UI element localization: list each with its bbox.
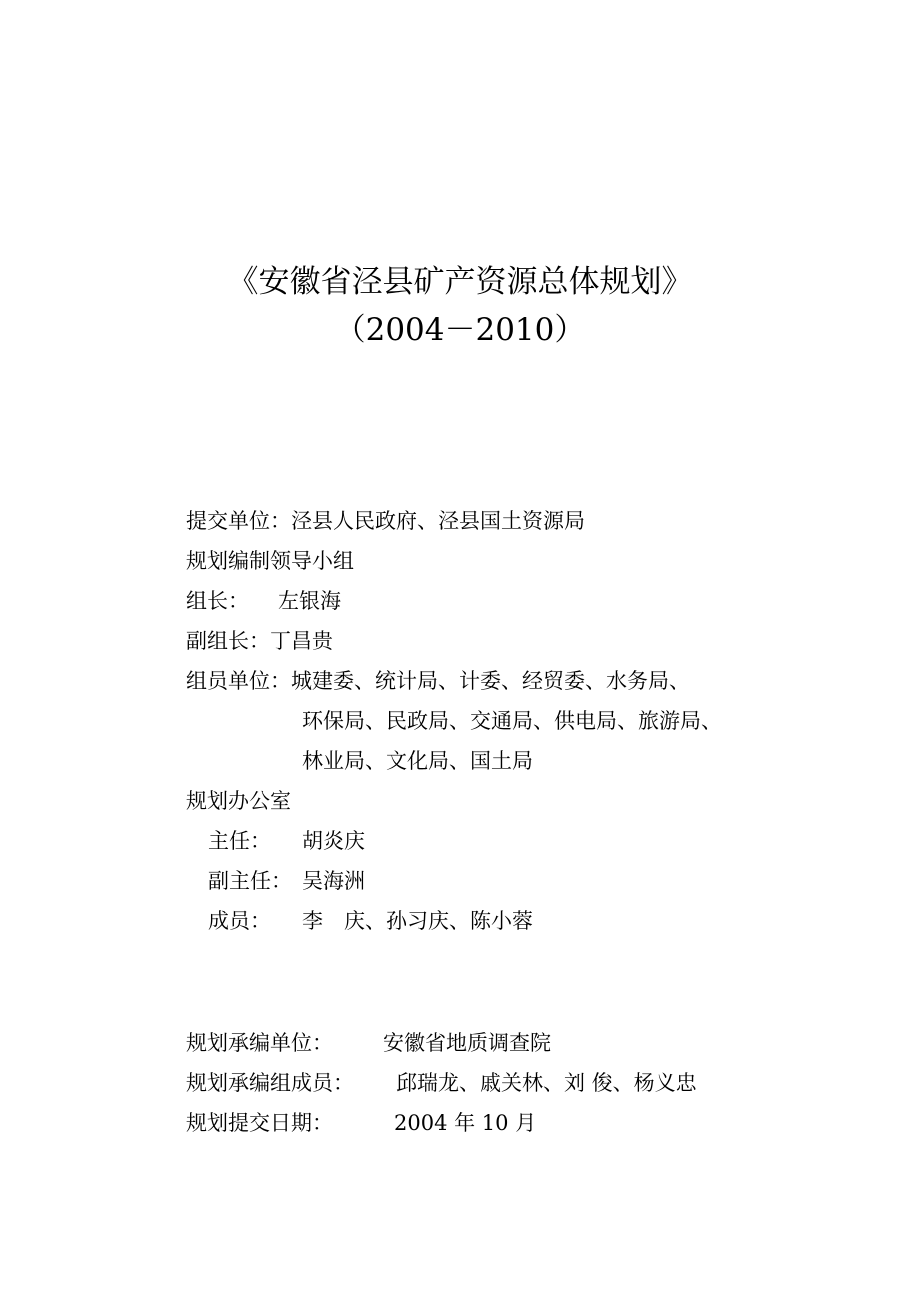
submission-label: 提交单位： bbox=[186, 509, 291, 533]
document-period: （2004－2010） bbox=[334, 312, 586, 348]
leader-value: 左银海 bbox=[278, 589, 341, 613]
office-deputy-value: 吴海洲 bbox=[302, 869, 365, 893]
deputy-leader-line bbox=[186, 627, 333, 655]
submission-date-value: 2004 年 10 月 bbox=[394, 1111, 537, 1135]
compiling-members-label: 规划承编组成员： bbox=[186, 1071, 354, 1095]
submission-date-label: 规划提交日期： bbox=[186, 1111, 333, 1135]
office-members-label: 成员： bbox=[208, 909, 271, 933]
submission-line bbox=[186, 507, 585, 535]
office-deputy-label: 副主任： bbox=[208, 869, 292, 893]
deputy-leader-label: 副组长： bbox=[186, 629, 270, 653]
office-director-label: 主任： bbox=[208, 829, 271, 853]
office-director-line bbox=[208, 827, 365, 855]
compiling-members-value: 邱瑞龙、戚关林、刘 俊、杨义忠 bbox=[396, 1071, 697, 1095]
member-units-value-3: 林业局、文化局、国土局 bbox=[302, 749, 533, 773]
compiling-unit-line bbox=[186, 1029, 551, 1057]
submission-date-line bbox=[186, 1109, 536, 1137]
document-title: 《安徽省泾县矿产资源总体规划》 bbox=[227, 264, 693, 300]
office-director-value: 胡炎庆 bbox=[302, 829, 365, 853]
leadership-heading: 规划编制领导小组 bbox=[186, 549, 354, 573]
compiling-members-line bbox=[186, 1069, 697, 1097]
member-units-value-2: 环保局、民政局、交通局、供电局、旅游局、 bbox=[302, 709, 722, 733]
member-units-line bbox=[186, 667, 690, 695]
office-deputy-line bbox=[208, 867, 365, 895]
member-units-label: 组员单位： bbox=[186, 669, 291, 693]
office-members-value: 李 庆、孙习庆、陈小蓉 bbox=[302, 909, 533, 933]
member-units-value-1: 城建委、统计局、计委、经贸委、水务局、 bbox=[291, 669, 690, 693]
submission-value: 泾县人民政府、泾县国土资源局 bbox=[291, 509, 585, 533]
leader-line bbox=[186, 587, 341, 615]
office-heading: 规划办公室 bbox=[186, 789, 291, 813]
compiling-unit-label: 规划承编单位： bbox=[186, 1031, 333, 1055]
office-members-line bbox=[208, 907, 533, 935]
deputy-leader-value: 丁昌贵 bbox=[270, 629, 333, 653]
compiling-unit-value: 安徽省地质调查院 bbox=[383, 1031, 551, 1055]
leader-label: 组长： bbox=[186, 589, 249, 613]
